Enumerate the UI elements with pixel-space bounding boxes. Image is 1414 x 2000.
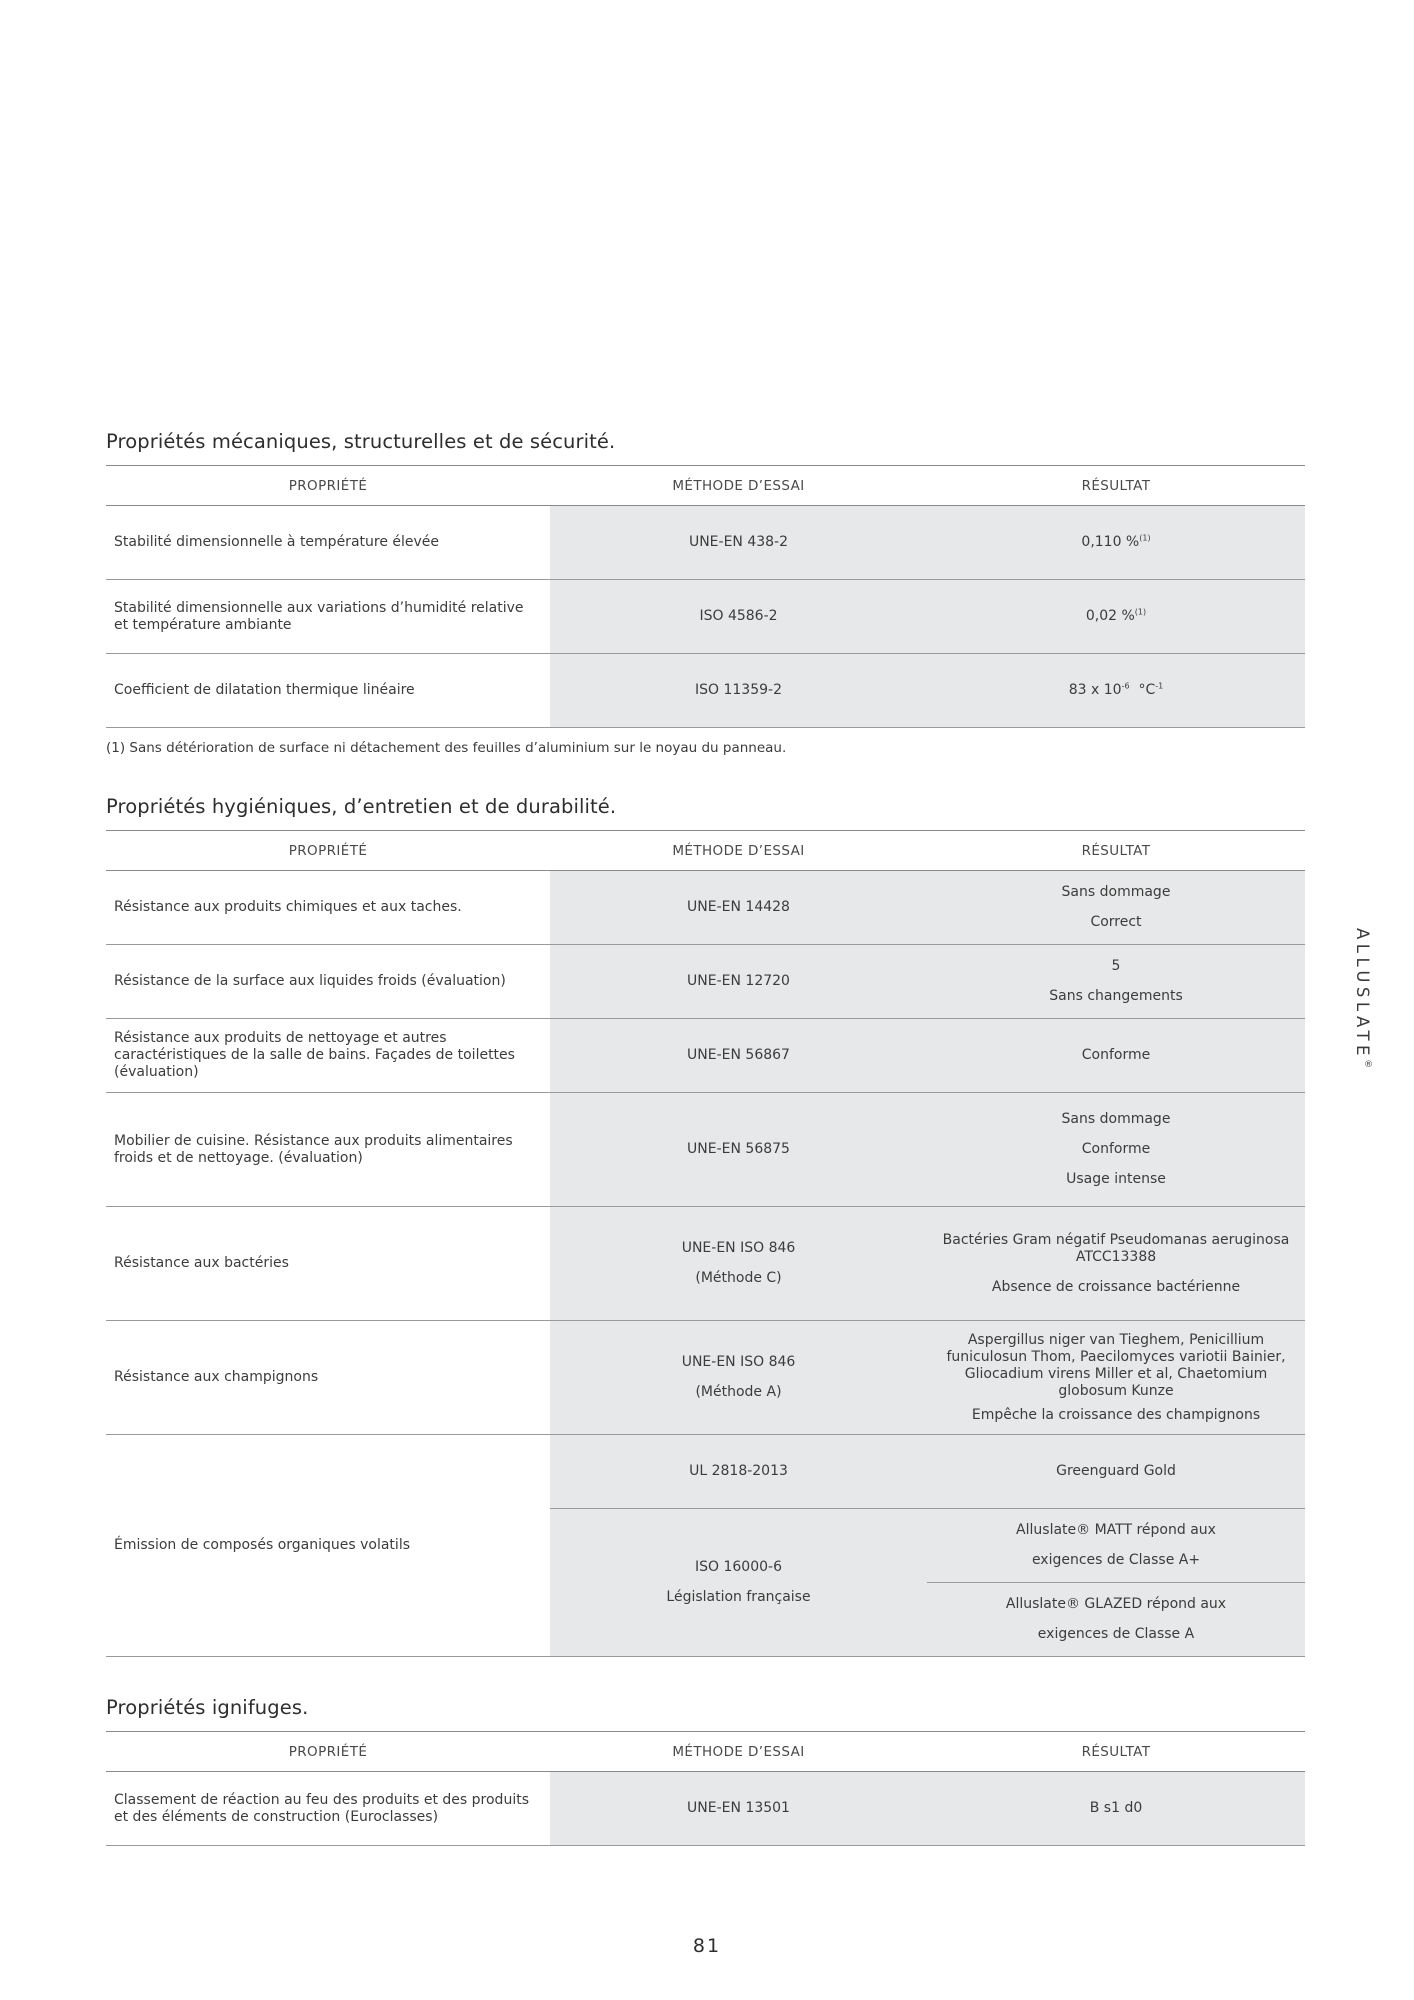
table-row-voc: [106, 1435, 1305, 1509]
header-method: MÉTHODE D’ESSAI: [550, 831, 927, 871]
property-cell: Stabilité dimensionnelle à température élevée: [106, 506, 550, 580]
result-line: Sans dommage: [1061, 1111, 1171, 1127]
method-cell: [550, 1321, 927, 1435]
result-value: 0,110 %: [1081, 534, 1140, 550]
header-result: RÉSULTAT: [927, 1732, 1305, 1772]
result-line: Empêche la croissance des champignons: [971, 1406, 1261, 1423]
property-cell: Mobilier de cuisine. Résistance aux produits alimentaires froids et de nettoyage. (évaluation): [106, 1093, 550, 1207]
result-cell: [927, 580, 1305, 654]
header-property: PROPRIÉTÉ: [106, 466, 550, 506]
result-cell: [927, 1019, 1305, 1093]
result-exponent: -6: [1121, 681, 1130, 691]
property-cell: Résistance aux bactéries: [106, 1207, 550, 1321]
result-line: Conforme: [1081, 1047, 1151, 1063]
fire-table: [106, 1731, 1305, 1846]
result-cell: [927, 654, 1305, 728]
method-cell: ISO 4586-2: [550, 580, 927, 654]
table-row: [106, 945, 1305, 1019]
property-cell: Émission de composés organiques volatils: [106, 1435, 550, 1657]
property-cell: Coefficient de dilatation thermique linéaire: [106, 654, 550, 728]
property-cell: Résistance aux produits chimiques et aux taches.: [106, 871, 550, 945]
header-property: PROPRIÉTÉ: [106, 831, 550, 871]
result-line: Alluslate® GLAZED répond aux: [1005, 1596, 1227, 1612]
table-row: [106, 1093, 1305, 1207]
method-cell: ISO 11359-2: [550, 654, 927, 728]
result-line: exigences de Classe A: [1037, 1626, 1195, 1642]
result-line: exigences de Classe A+: [1031, 1552, 1201, 1568]
table-row: [106, 1019, 1305, 1093]
footnote-ref: (1): [1139, 533, 1151, 543]
brand-vertical: [1353, 928, 1372, 1070]
method-line: Législation française: [666, 1589, 811, 1605]
table-row: [106, 1772, 1305, 1846]
result-line: Sans dommage: [1061, 884, 1171, 900]
table-row: [106, 1207, 1305, 1321]
footnote: (1) Sans détérioration de surface ni détachement des feuilles d’aluminium sur le noyau du panneau.: [106, 740, 787, 756]
method-line: ISO 16000-6: [695, 1559, 782, 1575]
table-row: [106, 506, 1305, 580]
table-header-row: [106, 1732, 1305, 1772]
table-header-row: [106, 831, 1305, 871]
result-line: Conforme: [1081, 1141, 1151, 1157]
property-cell: Classement de réaction au feu des produits et des produits et des éléments de construction (Euroclasses): [106, 1772, 550, 1846]
result-value: 0,02 %: [1085, 608, 1135, 624]
method-line: UNE-EN ISO 846: [681, 1354, 796, 1370]
result-cell: Greenguard Gold: [927, 1435, 1305, 1509]
result-cell: [927, 871, 1305, 945]
table-header-row: [106, 466, 1305, 506]
result-value: 83 x 10: [1068, 682, 1122, 698]
method-cell: UNE-EN 56875: [550, 1093, 927, 1207]
table-row: [106, 871, 1305, 945]
method-cell: UNE-EN 438-2: [550, 506, 927, 580]
result-line: Absence de croissance bactérienne: [991, 1278, 1241, 1295]
brand-registered-mark: ®: [1363, 1059, 1374, 1070]
method-cell: UL 2818-2013: [550, 1435, 927, 1509]
table-row: [106, 580, 1305, 654]
result-cell: [927, 506, 1305, 580]
property-cell: Résistance de la surface aux liquides froids (évaluation): [106, 945, 550, 1019]
method-cell: [550, 1207, 927, 1321]
mechanical-table: [106, 465, 1305, 728]
result-line: Usage intense: [1066, 1171, 1166, 1187]
brand-name: ALLUSLATE: [1353, 928, 1372, 1060]
header-method: MÉTHODE D’ESSAI: [550, 1732, 927, 1772]
method-line: (Méthode A): [695, 1384, 782, 1400]
page-number: 81: [692, 1935, 722, 1957]
method-line: UNE-EN ISO 846: [681, 1240, 796, 1256]
method-cell: UNE-EN 12720: [550, 945, 927, 1019]
section-title-hygiene: Propriétés hygiéniques, d’entretien et de durabilité.: [106, 795, 617, 818]
method-cell: UNE-EN 56867: [550, 1019, 927, 1093]
hygiene-table: [106, 830, 1305, 1657]
property-cell: Stabilité dimensionnelle aux variations d’humidité relative et température ambiante: [106, 580, 550, 654]
method-cell: UNE-EN 13501: [550, 1772, 927, 1846]
method-line: (Méthode C): [695, 1270, 782, 1286]
result-line: Correct: [1090, 914, 1142, 930]
result-cell: [927, 1509, 1305, 1583]
footnote-ref: (1): [1134, 607, 1147, 617]
result-cell: [927, 1583, 1305, 1657]
result-cell: B s1 d0: [927, 1772, 1305, 1846]
method-cell: [550, 1509, 927, 1657]
property-cell: Résistance aux champignons: [106, 1321, 550, 1435]
result-line: Bactéries Gram négatif Pseudomanas aeruginosa ATCC13388: [942, 1231, 1290, 1265]
header-result: RÉSULTAT: [927, 831, 1305, 871]
header-result: RÉSULTAT: [927, 466, 1305, 506]
result-line: Sans changements: [1049, 988, 1183, 1004]
section-title-mechanical: Propriétés mécaniques, structurelles et de sécurité.: [106, 430, 616, 453]
table-row: [106, 1321, 1305, 1435]
result-cell: [927, 1207, 1305, 1321]
header-method: MÉTHODE D’ESSAI: [550, 466, 927, 506]
result-line: Aspergillus niger van Tieghem, Penicillium funiculosun Thom, Paecilomyces variotii Bainier, Gliocadium virens Miller et al, Chaetomium globosum Kunze: [946, 1331, 1286, 1399]
result-unit: °C: [1138, 682, 1156, 698]
result-cell: [927, 1093, 1305, 1207]
result-cell: [927, 1321, 1305, 1435]
table-row: [106, 654, 1305, 728]
header-property: PROPRIÉTÉ: [106, 1732, 550, 1772]
result-cell: [927, 945, 1305, 1019]
result-line: 5: [1111, 958, 1121, 974]
result-line: Alluslate® MATT répond aux: [1016, 1522, 1216, 1538]
result-unit-exponent: -1: [1155, 681, 1164, 691]
section-title-fire: Propriétés ignifuges.: [106, 1696, 309, 1719]
method-cell: UNE-EN 14428: [550, 871, 927, 945]
property-cell: Résistance aux produits de nettoyage et autres caractéristiques de la salle de bains. Façades de toilettes (évaluation): [106, 1019, 550, 1093]
